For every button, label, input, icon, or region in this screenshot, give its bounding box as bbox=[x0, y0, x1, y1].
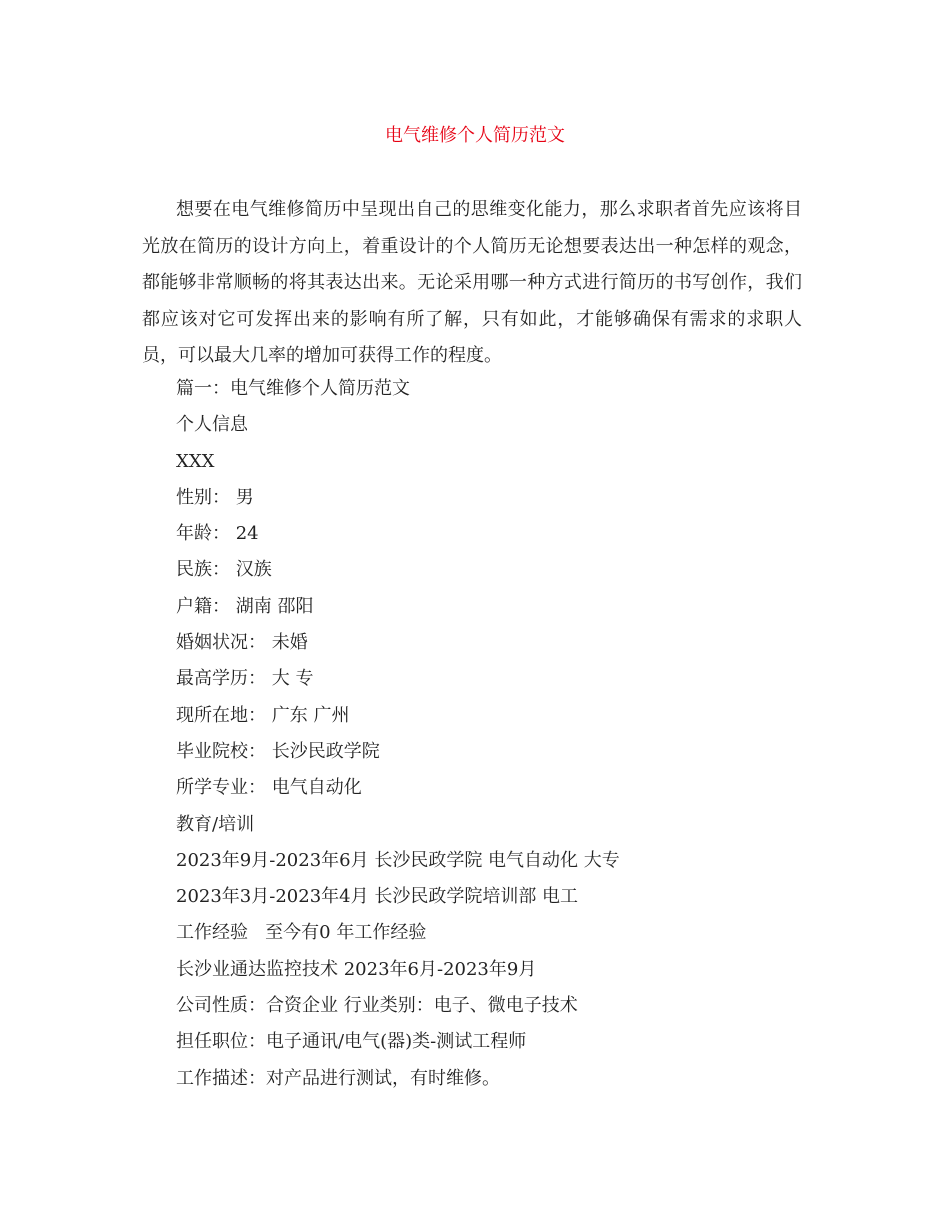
line-current-location: 现所在地： 广东 广州 bbox=[176, 704, 350, 726]
line-section-heading: 篇一：电气维修个人简历范文 bbox=[176, 378, 410, 399]
line-education-level: 最高学历： 大 专 bbox=[176, 668, 314, 690]
line-school: 毕业院校： 长沙民政学院 bbox=[176, 740, 380, 762]
line-position: 担任职位：电子通讯/电气(器)类-测试工程师 bbox=[176, 1031, 527, 1053]
line-company: 长沙业通达监控技术 2023年6月-2023年9月 bbox=[176, 958, 537, 980]
line-education-heading: 教育/培训 bbox=[176, 813, 255, 835]
line-age: 年龄： 24 bbox=[176, 523, 259, 545]
line-job-description: 工作描述：对产品进行测试，有时维修。 bbox=[176, 1067, 500, 1089]
line-education-entry-1: 2023年9月-2023年6月 长沙民政学院 电气自动化 大专 bbox=[176, 849, 620, 871]
intro-paragraph: 想要在电气维修简历中呈现出自己的思维变化能力，那么求职者首先应该将目光放在简历的设计方向上，着重设计的个人简历无论想要表达出一种怎样的观念，都能够非常顺畅的将其表达出来。无论采用哪一种方式进行简历的书写创作，我们都应该对它可发挥出来的影响有所了解，只有如此，才能够确保有需求的求职人员，可以最大几率的增加可获得工作的程度。 bbox=[142, 199, 802, 367]
resume-lines bbox=[176, 375, 816, 1101]
line-company-type: 公司性质：合资企业 行业类别：电子、微电子技术 bbox=[176, 995, 578, 1017]
line-personal-info-heading: 个人信息 bbox=[176, 414, 248, 436]
line-marital-status: 婚姻状况： 未婚 bbox=[176, 632, 308, 654]
document-title: 电气维修个人简历范文 bbox=[385, 125, 565, 146]
line-ethnicity: 民族： 汉族 bbox=[176, 559, 272, 581]
line-major: 所学专业： 电气自动化 bbox=[176, 777, 362, 799]
line-hometown: 户籍： 湖南 邵阳 bbox=[176, 595, 314, 617]
line-work-experience: 工作经验 至今有0 年工作经验 bbox=[176, 922, 427, 944]
line-gender: 性别： 男 bbox=[176, 486, 254, 508]
line-education-entry-2: 2023年3月-2023年4月 长沙民政学院培训部 电工 bbox=[176, 886, 579, 908]
line-name: XXX bbox=[176, 450, 215, 472]
